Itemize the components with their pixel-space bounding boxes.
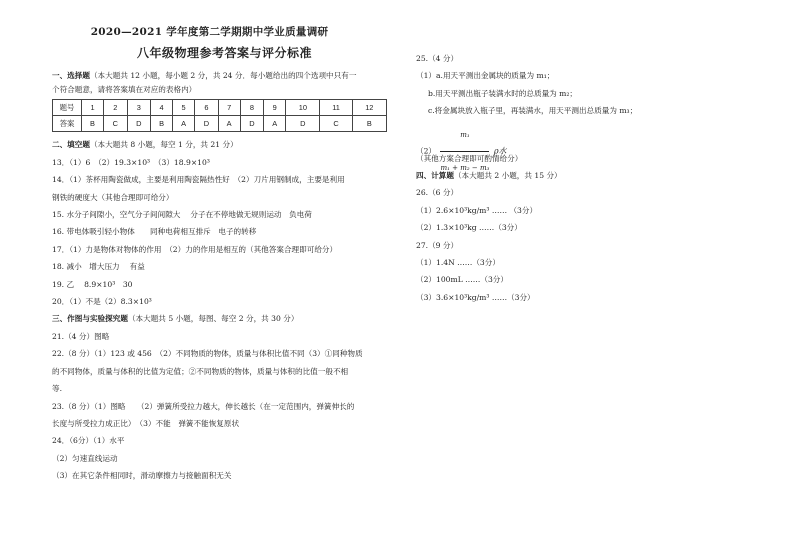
answer-line: 26.（6 分） (416, 188, 459, 198)
answer-line: （2）1.3×10³kg ……（3分） (416, 223, 522, 233)
answer-line: c.将金属块放入瓶子里，再装满水，用天平测出总质量为 m₃； (428, 106, 638, 116)
section1-title: 一、选择题 (52, 71, 90, 80)
table-cell: B (82, 116, 104, 132)
table-row (53, 116, 387, 132)
table-cell: C (320, 116, 352, 132)
section2-desc: （本大题共 8 小题，每空 1 分，共 21 分） (89, 140, 238, 150)
section3-heading (52, 310, 387, 327)
document-title: 2020—2021 学年度第二学期期中学业质量调研 (90, 26, 329, 38)
answer-line: 19. 乙 8.9×10³ 30 (52, 279, 133, 289)
answer-line: 15. 水分子间隙小，空气分子间间隙大 分子在不停地做无规则运动 负电荷 (52, 210, 312, 220)
answer-line: （3）3.6×10³kg/m³ ……（3分） (416, 292, 535, 302)
formula-denominator: m₁ + m₂ − m₃ (440, 163, 490, 172)
section3-desc: （本大题共 5 小题，每图、每空 2 分，共 30 分） (127, 314, 299, 324)
table-cell: B (352, 116, 386, 132)
table-row-header-answer: 答案 (53, 116, 82, 132)
answer-line: 17．（1）力是物体对物体的作用 （2）力的作用是相互的（其他答案合理即可给分） (52, 244, 338, 254)
answer-line: 13．（1）6 （2）19.3×10³ （3）18.9×10³ (52, 157, 210, 167)
table-cell: 6 (195, 100, 219, 116)
q25-note: （其他方案合理即可酌情给分） (416, 153, 523, 163)
answer-line: b.用天平测出瓶子装满水时的总质量为 m₂； (428, 88, 578, 98)
table-row-header-number: 题号 (53, 100, 82, 116)
answer-line: 的不同物体，质量与体积的比值为定值；②不同物质的物体，质量与体积的比值一般不相 (52, 366, 349, 376)
section1-desc-line1: （本大题共 12 小题，每小题 2 分，共 24 分．每小题给出的四个选项中只有一 (89, 71, 357, 80)
table-cell: D (240, 116, 264, 132)
table-cell: 4 (151, 100, 173, 116)
table-cell: 10 (286, 100, 320, 116)
table-cell: 11 (320, 100, 352, 116)
answer-line: 14．（1）茶杯用陶瓷做成，主要是利用陶瓷隔热性好 （2）刀片用钢制成，主要是利用 (52, 175, 345, 185)
document-subtitle: 八年级物理参考答案与评分标准 (136, 46, 312, 60)
answer-line: （1）1.4N ……（3分） (416, 258, 500, 268)
table-cell: A (264, 116, 286, 132)
formula-rho: ρ水 (493, 146, 507, 156)
answer-line: 22.（8 分）（1）123 或 456 （2）不同物质的物体，质量与体积比值不同（3）①同种物质 (52, 349, 363, 359)
answer-line: 21.（4 分）图略 (52, 331, 110, 341)
table-cell: 9 (264, 100, 286, 116)
answer-line: 16. 带电体吸引轻小物体 同种电荷相互排斥 电子的转移 (52, 227, 257, 237)
answer-table (52, 99, 387, 132)
answer-line: 等. (52, 384, 63, 394)
section4-desc: （本大题共 2 小题，共 15 分） (453, 171, 562, 181)
table-cell: A (173, 116, 195, 132)
table-cell: 12 (352, 100, 386, 116)
answer-line: （1）2.6×10³kg/m³ …… （3分） (416, 205, 538, 215)
table-cell: C (104, 116, 128, 132)
table-cell: 5 (173, 100, 195, 116)
table-cell: 2 (104, 100, 128, 116)
section1-heading (52, 67, 387, 84)
answer-line: 钢铁的硬度大（其他合理即可给分） (52, 192, 174, 202)
section4-heading (416, 167, 756, 184)
answer-line: 23.（8 分）（1）图略 （2）弹簧所受拉力越大，伸长越长（在一定范围内，弹簧伸长的 (52, 401, 355, 411)
section1-desc-line2: 个符合题意，请将答案填在对应的表格内） (52, 85, 197, 95)
table-cell: B (151, 116, 173, 132)
table-row (53, 100, 387, 116)
left-column (52, 24, 387, 485)
table-cell: A (218, 116, 240, 132)
answer-line: （1）a.用天平测出金属块的质量为 m₁； (416, 71, 555, 81)
table-cell: 3 (127, 100, 151, 116)
table-cell: 8 (240, 100, 264, 116)
section4-title: 四、计算题 (416, 171, 454, 181)
table-cell: D (286, 116, 320, 132)
section2-heading (52, 136, 387, 153)
section2-title: 二、填空题 (52, 140, 90, 150)
q25-heading: 25.（4 分） (416, 54, 459, 63)
answer-line: 20．（1）不是（2）8.3×10³ (52, 297, 152, 307)
table-cell: D (127, 116, 151, 132)
table-cell: 7 (218, 100, 240, 116)
answer-line: 27.（9 分） (416, 240, 459, 250)
right-column (416, 50, 756, 306)
answer-line: （2）100mL ……（3分） (416, 275, 508, 285)
answer-line: 18. 减小 增大压力 有益 (52, 262, 145, 272)
section3-title: 三、作图与实验探究题 (52, 314, 128, 324)
answer-line: 长度与所受拉力成正比） （3）不能 弹簧不能恢复原状 (52, 418, 240, 428)
answer-line: 24．（6分）（1）水平 (52, 436, 125, 446)
answer-line: （2）匀速直线运动 (52, 453, 118, 463)
table-cell: 1 (82, 100, 104, 116)
answer-line: （3）在其它条件相同时，滑动摩擦力与接触面积无关 (52, 471, 232, 481)
formula-prefix: （2） (416, 146, 437, 156)
formula-numerator: m₁ (440, 120, 489, 152)
table-cell: D (195, 116, 219, 132)
